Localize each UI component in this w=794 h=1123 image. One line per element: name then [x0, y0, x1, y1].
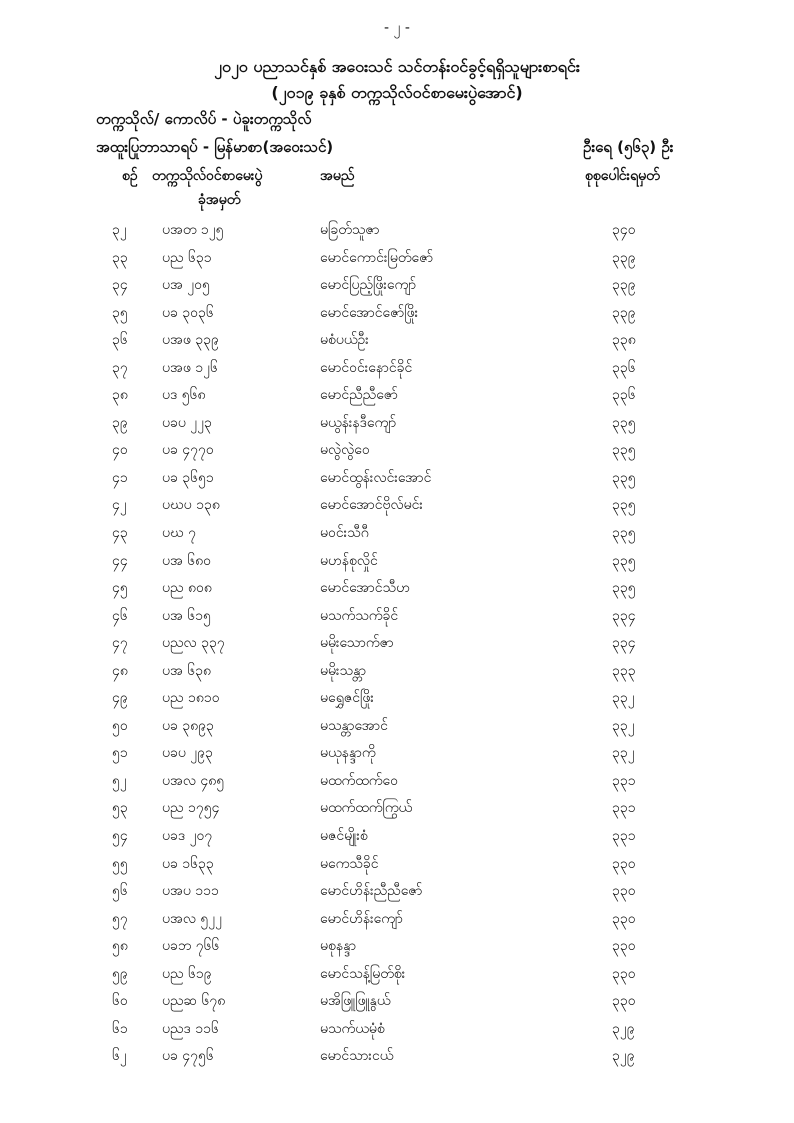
- table-row: [0, 464, 794, 492]
- student-name: မောင်ထွန်းလင်းအောင်: [320, 469, 432, 486]
- student-name: မောင်ဟိန်းညီညီဇော်: [320, 883, 423, 900]
- table-row: [0, 877, 794, 905]
- student-name: မမိုးသန္တာ: [320, 662, 367, 679]
- row-number: ၄၅: [112, 580, 128, 597]
- table-row: [0, 960, 794, 988]
- total-marks: ၃၃၉: [612, 249, 636, 266]
- roll-number: ပအလ ၅၂၂: [162, 910, 223, 927]
- roll-number: ပည ၈၀၈: [162, 580, 212, 597]
- student-name: မောင်အောင်ဗိုလ်မင်း: [320, 497, 423, 514]
- roll-number: ပအတ ၁၂၅: [162, 222, 224, 238]
- table-row: [0, 491, 794, 519]
- roll-number: ပခ ၄၇၅၆: [162, 1048, 214, 1065]
- header-roll-number-line2: ခုံအမှတ်: [198, 192, 241, 208]
- table-row: [0, 271, 794, 299]
- subject-line: အထူးပြုဘာသာရပ် - မြန်မာစာ(အဝေးသင်): [96, 138, 334, 156]
- row-number: ၄၃: [112, 525, 128, 542]
- roll-number: ပအဖ ၁၂၆: [162, 359, 218, 376]
- student-name: မယုနန္ဒာကို: [320, 745, 376, 762]
- table-row: [0, 850, 794, 878]
- row-number: ၅၂: [112, 772, 127, 789]
- total-marks: ၃၃၀: [612, 965, 636, 982]
- row-number: ၄၇: [112, 635, 128, 652]
- row-number: ၆၁: [112, 1020, 128, 1037]
- student-name: မဇင်မျိုးစံ: [320, 828, 368, 845]
- table-row: [0, 629, 794, 657]
- total-marks: ၃၃၅: [612, 552, 636, 569]
- total-marks: ၃၃၃: [612, 662, 636, 679]
- table-row: [0, 905, 794, 933]
- header-no: စဉ်: [122, 168, 138, 184]
- table-row: [0, 216, 794, 244]
- row-number: ၆၀: [112, 993, 128, 1010]
- total-marks: ၃၃၀: [612, 993, 636, 1010]
- total-marks: ၃၃၂: [612, 717, 635, 734]
- table-row: [0, 767, 794, 795]
- roll-number: ပည ၁၈၁၀: [162, 690, 220, 707]
- student-name: မအိဖြူဖြူနွယ်: [320, 993, 391, 1010]
- row-number: ၃၃: [112, 249, 128, 266]
- roll-number: ပအပ ၁၁၁: [162, 883, 219, 900]
- table-row: [0, 1015, 794, 1043]
- header-roll-number: တက္ကသိုလ်ဝင်စာမေးပွဲ: [152, 168, 263, 184]
- student-name: မောင်ဟိန်းကျော်: [320, 910, 403, 927]
- student-name: မောင်သားငယ်: [320, 1048, 394, 1065]
- student-name: မောင်ပြည့်ဖြိုးကျော်: [320, 277, 417, 294]
- total-marks: ၃၃၁: [612, 772, 636, 789]
- total-marks: ၃၃၅: [612, 497, 636, 514]
- roll-number: ပခပ ၂၂၃: [162, 414, 212, 431]
- table-row: [0, 381, 794, 409]
- row-number: ၄၀: [112, 442, 128, 459]
- table-row: [0, 326, 794, 354]
- total-marks: ၃၃၉: [612, 277, 636, 294]
- table-row: [0, 712, 794, 740]
- student-name: မောင်ညီညီဇော်: [320, 387, 398, 404]
- roll-number: ပခ ၄၇၇၀: [162, 442, 214, 459]
- row-number: ၃၈: [112, 387, 128, 404]
- row-number: ၄၉: [112, 690, 128, 707]
- table-row: [0, 822, 794, 850]
- roll-number: ပအလ ၄၈၅: [162, 772, 225, 789]
- row-number: ၃၇: [112, 359, 128, 376]
- roll-number: ပခ ၃၀၃၆: [162, 304, 214, 321]
- roll-number: ပည ၆၃၁: [162, 249, 212, 266]
- student-name: မသန္တာအောင်: [320, 717, 388, 734]
- table-row: [0, 244, 794, 272]
- student-name: မောင်အောင်သီဟ: [320, 580, 410, 597]
- total-marks: ၃၃၀: [612, 883, 636, 900]
- row-number: ၄၆: [112, 607, 128, 624]
- roll-number: ပခဒ ၂၀၇: [162, 828, 213, 845]
- roll-number: ပအ ၂၀၅: [162, 277, 210, 294]
- row-number: ၃၄: [112, 277, 128, 294]
- roll-number: ပညဆ ၆၇၈: [162, 993, 226, 1010]
- row-number: ၅၆: [112, 883, 128, 900]
- row-number: ၄၈: [112, 662, 128, 679]
- row-number: ၄၄: [112, 552, 128, 569]
- total-marks: ၃၃၀: [612, 910, 636, 927]
- student-name: မဟန်စုလှိုင်: [320, 552, 378, 569]
- student-name: မထက်ထက်ကြွယ်: [320, 800, 413, 817]
- roll-number: ပခ ၃၈၉၃: [162, 717, 214, 734]
- table-row: [0, 519, 794, 547]
- student-name: မခြတ်သူဇာ: [320, 222, 380, 238]
- total-count: ဦးရေ (၅၆၃) ဦး: [583, 138, 674, 156]
- total-marks: ၃၃၁: [612, 828, 636, 845]
- student-name: မသက်ယမုံစံ: [320, 1020, 385, 1037]
- roll-number: ပအဖ ၃၃၉: [162, 332, 219, 349]
- roll-number: ပအ ၆၃၈: [162, 662, 212, 679]
- total-marks: ၃၂၉: [612, 1020, 635, 1037]
- total-marks: ၃၃၈: [612, 332, 636, 349]
- table-row: [0, 299, 794, 327]
- student-name: မဝင်းသီဂီ: [320, 525, 369, 542]
- row-number: ၄၁: [112, 469, 128, 486]
- table-row: [0, 932, 794, 960]
- roll-number: ပဃပ ၁၃၈: [162, 497, 220, 514]
- student-name: မကေသီခိုင်: [320, 855, 379, 872]
- total-marks: ၃၃၅: [612, 414, 636, 431]
- table-row: [0, 739, 794, 767]
- student-name: မောင်အောင်ဇော်ဖြိုး: [320, 304, 419, 321]
- roll-number: ပဒ ၅၆၈: [162, 387, 206, 404]
- row-number: ၆၂: [112, 1048, 127, 1065]
- roll-number: ပဃ ၇: [162, 525, 196, 542]
- total-marks: ၃၃၂: [612, 745, 635, 762]
- roll-number: ပညဒ ၁၁၆: [162, 1020, 219, 1037]
- table-row: [0, 602, 794, 630]
- row-number: ၃၉: [112, 414, 128, 431]
- student-name: မသက်သက်ခိုင်: [320, 607, 399, 624]
- university-line: တက္ကသိုလ်/ ကောလိပ် - ပဲခူးတက္ကသိုလ်: [96, 110, 312, 128]
- row-number: ၅၁: [112, 745, 128, 762]
- roll-number: ပည ၆၁၉: [162, 965, 212, 982]
- total-marks: ၃၃၀: [612, 855, 636, 872]
- student-name: မထက်ထက်ဝေ: [320, 772, 398, 789]
- table-row: [0, 574, 794, 602]
- table-row: [0, 409, 794, 437]
- student-name: မရွှေဇင်ဖြိုး: [320, 690, 374, 707]
- table-row: [0, 436, 794, 464]
- total-marks: ၃၂၉: [612, 1048, 635, 1065]
- roll-number: ပအ ၆၈၀: [162, 552, 212, 569]
- roll-number: ပခဘ ၇၆၆: [162, 938, 220, 955]
- page-number: - ၂ -: [384, 20, 410, 36]
- header-total-marks: စုစုပေါင်းရမှတ်: [585, 168, 660, 184]
- total-marks: ၃၃၅: [612, 525, 636, 542]
- row-number: ၅၉: [112, 965, 128, 982]
- table-row: [0, 1042, 794, 1070]
- row-number: ၅၈: [112, 938, 128, 955]
- roll-number: ပည ၁၇၅၄: [162, 800, 220, 817]
- student-name: မမိုးသောက်ဇာ: [320, 635, 394, 652]
- roll-number: ပခပ ၂၉၃: [162, 745, 213, 762]
- row-number: ၄၂: [112, 497, 127, 514]
- row-number: ၃၆: [112, 332, 128, 349]
- row-number: ၅၇: [112, 910, 128, 927]
- total-marks: ၃၃၁: [612, 800, 636, 817]
- total-marks: ၃၃၅: [612, 469, 636, 486]
- row-number: ၃၂: [112, 222, 127, 238]
- total-marks: ၃၃၆: [612, 387, 636, 404]
- table-row: [0, 354, 794, 382]
- table-row: [0, 794, 794, 822]
- roll-number: ပညလ ၃၃၇: [162, 635, 225, 652]
- roll-number: ပအ ၆၁၅: [162, 607, 211, 624]
- row-number: ၅၃: [112, 800, 128, 817]
- total-marks: ၃၃၂: [612, 690, 635, 707]
- student-name: မလွဲလွဲဝေ: [320, 442, 370, 459]
- total-marks: ၃၃၅: [612, 442, 636, 459]
- row-number: ၅၅: [112, 855, 128, 872]
- roll-number: ပခ ၁၆၃၃: [162, 855, 214, 872]
- table-row: [0, 684, 794, 712]
- total-marks: ၃၃၆: [612, 359, 636, 376]
- student-name: မယွန်းနဒီကျော်: [320, 414, 397, 431]
- student-name: မစုနန္ဒာ: [320, 938, 357, 955]
- student-name: မစံပယ်ဦး: [320, 332, 369, 349]
- student-name: မောင်သန့်မြတ်စိုး: [320, 965, 406, 982]
- row-number: ၅၀: [112, 717, 128, 734]
- row-number: ၅၄: [112, 828, 128, 845]
- total-marks: ၃၃၄: [612, 607, 636, 624]
- table-row: [0, 987, 794, 1015]
- table-row: [0, 547, 794, 575]
- total-marks: ၃၃၀: [612, 938, 636, 955]
- row-number: ၃၅: [112, 304, 128, 321]
- header-name: အမည်: [320, 168, 355, 184]
- roll-number: ပခ ၃၆၅၁: [162, 469, 214, 486]
- total-marks: ၃၃၅: [612, 580, 636, 597]
- table-row: [0, 657, 794, 685]
- student-list: [0, 216, 794, 1070]
- total-marks: ၃၃၄: [612, 635, 636, 652]
- student-name: မောင်ကောင်းမြတ်ဇော်: [320, 249, 434, 266]
- document-title: ၂၀၂၀ ပညာသင်နှစ် အဝေးသင် သင်တန်းဝင်ခွင့်ရရှိသူများစာရင်း: [214, 57, 580, 76]
- total-marks: ၃၄၀: [612, 222, 636, 238]
- document-subtitle: (၂၀၁၉ ခုနှစ် တက္ကသိုလ်ဝင်စာမေးပွဲအောင်): [271, 83, 523, 102]
- student-name: မောင်ဝင်းနောင်ခိုင်: [320, 359, 413, 376]
- total-marks: ၃၃၉: [612, 304, 636, 321]
